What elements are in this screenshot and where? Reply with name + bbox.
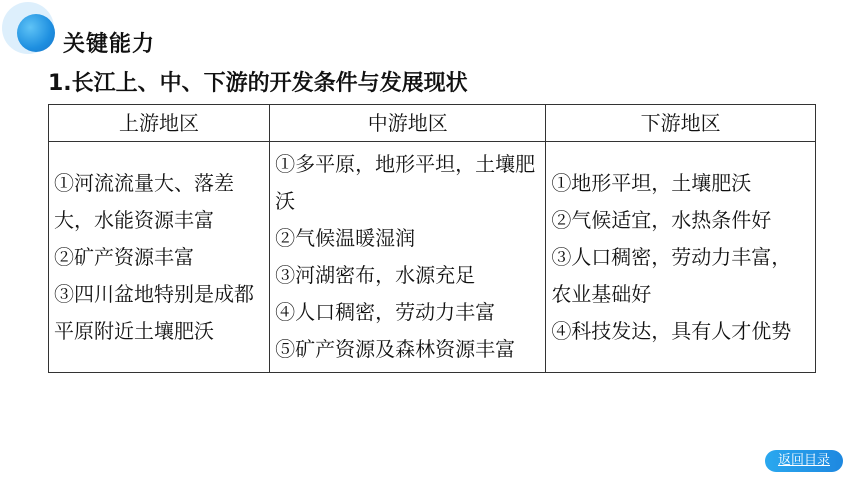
cell-middle-region (270, 142, 546, 373)
decorative-circle-blue (17, 14, 55, 52)
list-item: ③四川盆地特别是成都平原附近土壤肥沃 (54, 281, 254, 343)
table-row (49, 142, 816, 373)
cell-upper-region (49, 142, 270, 373)
list-item: ④科技发达，具有人才优势 (551, 318, 792, 343)
list-item: ⑤矿产资源及森林资源丰富 (275, 337, 516, 361)
list-item: ①地形平坦，土壤肥沃 (551, 170, 752, 195)
yangtze-comparison-table (48, 104, 816, 373)
list-item: ③河湖密布，水源充足 (275, 263, 476, 287)
cell-lower-region (546, 142, 816, 373)
header-lower-region: 下游地区 (546, 105, 816, 142)
back-to-contents-button[interactable]: 返回目录 (765, 450, 843, 472)
page-heading: 1.长江上、中、下游的开发条件与发展现状 (48, 71, 468, 96)
section-title: 关键能力 (63, 32, 156, 57)
header-upper-region: 上游地区 (49, 105, 270, 142)
list-item: ④人口稠密，劳动力丰富 (275, 300, 496, 324)
list-item: ②气候适宜，水热条件好 (551, 207, 772, 232)
header-middle-region: 中游地区 (270, 105, 546, 142)
list-item: ③人口稠密，劳动力丰富，农业基础好 (551, 244, 792, 306)
table-header-row (49, 105, 816, 142)
list-item: ①多平原，地形平坦，土壤肥沃 (275, 152, 536, 213)
list-item: ②气候温暖湿润 (275, 226, 416, 250)
list-item: ②矿产资源丰富 (54, 244, 194, 269)
list-item: ①河流流量大、落差大，水能资源丰富 (54, 170, 234, 232)
